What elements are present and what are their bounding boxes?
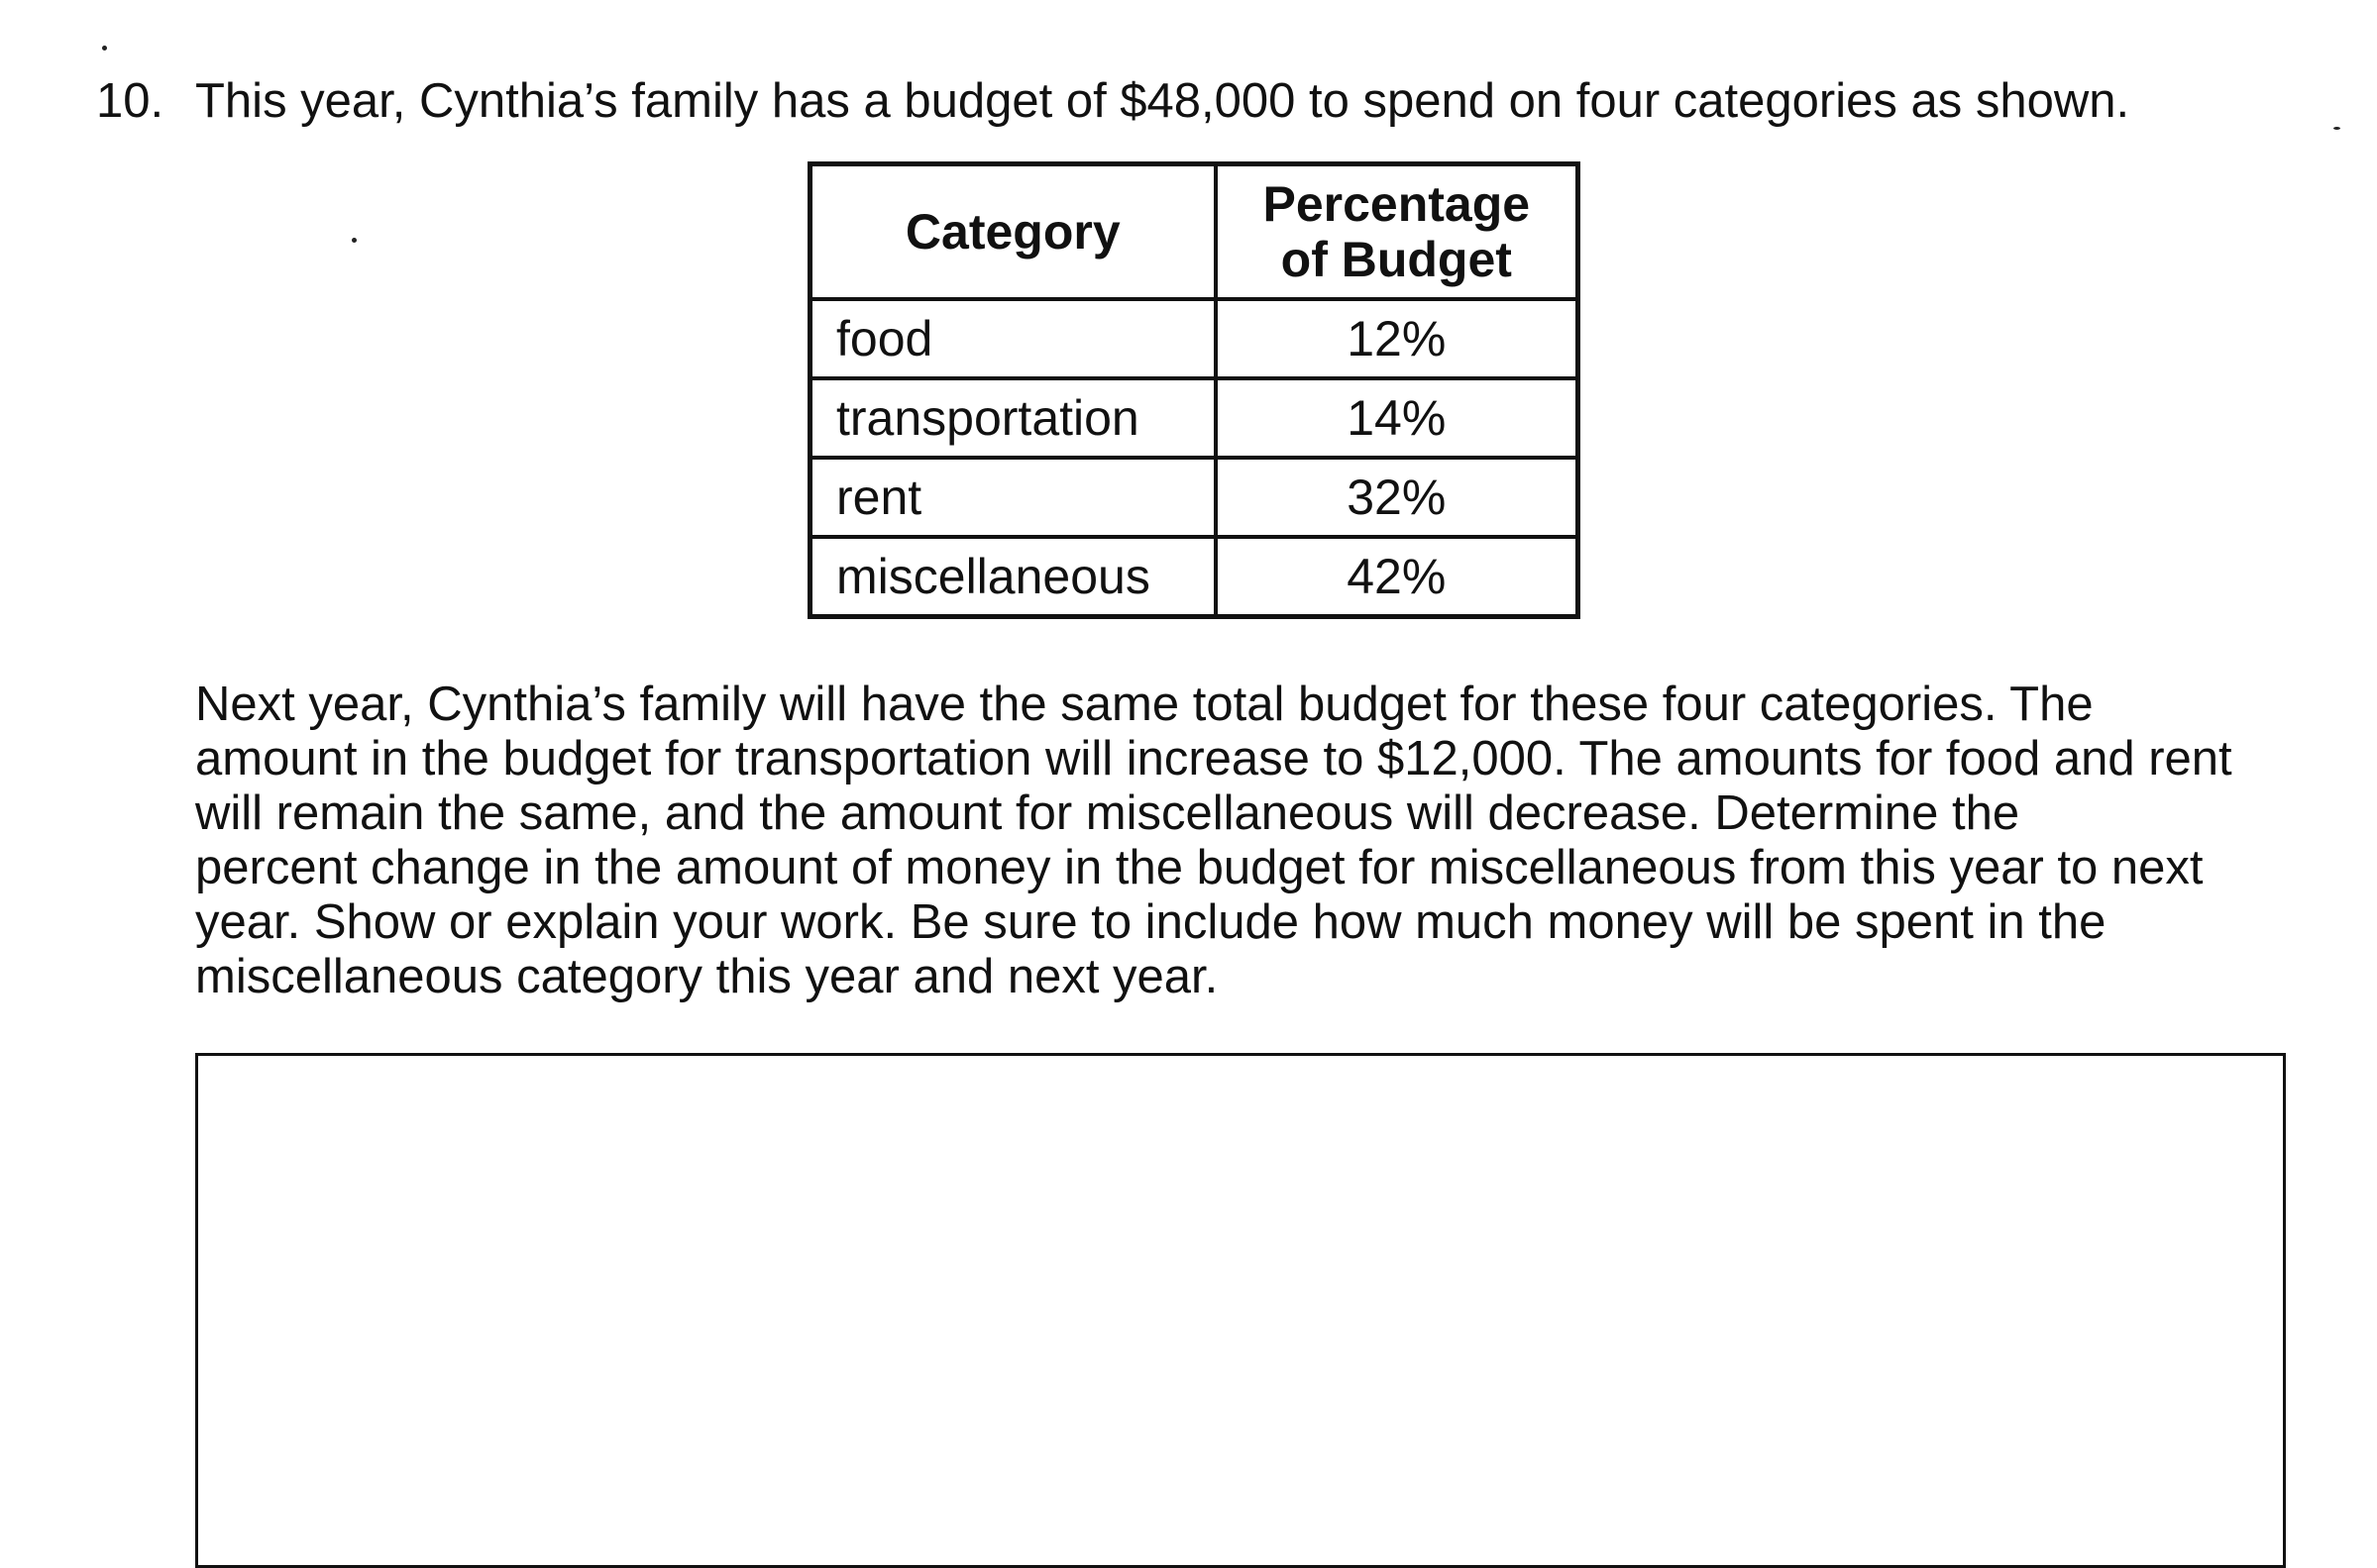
answer-box[interactable]: [195, 1053, 2286, 1568]
header-percentage-line2: of Budget: [1280, 232, 1512, 287]
question-number: 10.: [96, 74, 164, 128]
category-cell: transportation: [810, 378, 1216, 458]
body-line: miscellaneous category this year and next year.: [195, 950, 1219, 1003]
category-cell: food: [810, 299, 1216, 378]
budget-table: [808, 161, 1580, 619]
question-stem: This year, Cynthia’s family has a budget of $48,000 to spend on four categories as shown.: [195, 74, 2130, 128]
question-body: [195, 678, 2325, 1004]
table-header-row: [810, 164, 1578, 300]
header-percentage-line1: Percentage: [1262, 176, 1531, 232]
body-line: Next year, Cynthia’s family will have the same total budget for these four categories. The: [195, 678, 2094, 731]
body-line: amount in the budget for transportation will increase to $12,000. The amounts for food and rent: [195, 732, 2232, 785]
scan-speck: [2333, 127, 2340, 130]
percentage-cell: 14%: [1216, 378, 1578, 458]
category-cell: rent: [810, 458, 1216, 537]
table-row: [810, 537, 1578, 617]
header-category: Category: [810, 164, 1216, 300]
scan-speck: [352, 238, 357, 243]
percentage-cell: 32%: [1216, 458, 1578, 537]
header-percentage: [1216, 164, 1578, 300]
body-line: percent change in the amount of money in the budget for miscellaneous from this year to next: [195, 841, 2204, 894]
table-row: [810, 458, 1578, 537]
scan-speck: [102, 46, 107, 51]
table-row: [810, 299, 1578, 378]
category-cell: miscellaneous: [810, 537, 1216, 617]
percentage-cell: 12%: [1216, 299, 1578, 378]
body-line: year. Show or explain your work. Be sure to include how much money will be spent in the: [195, 895, 2107, 949]
table-row: [810, 378, 1578, 458]
percentage-cell: 42%: [1216, 537, 1578, 617]
body-line: will remain the same, and the amount for miscellaneous will decrease. Determine the: [195, 786, 2020, 840]
